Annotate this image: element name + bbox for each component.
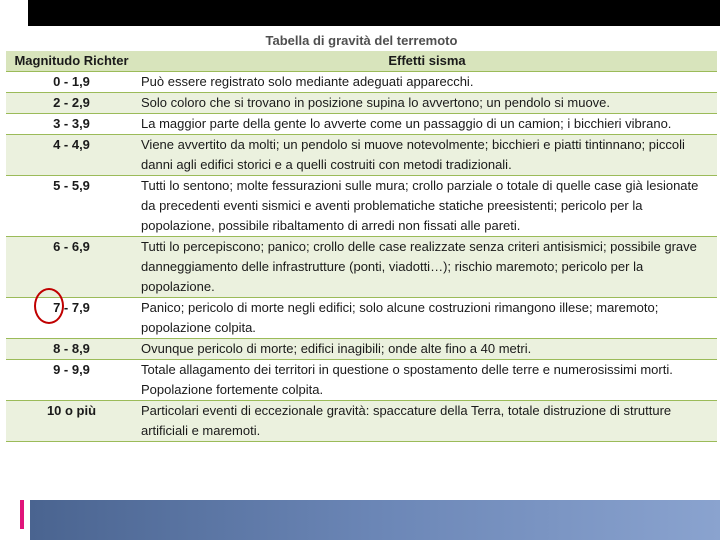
- table-title: Tabella di gravità del terremoto: [265, 33, 458, 48]
- effect-cell: Può essere registrato solo mediante adeguati apparecchi.: [136, 72, 717, 93]
- effect-cell: Totale allagamento dei territori in questione o spostamento delle terre e numerosissimi morti. Popolazione fortemente colpita.: [136, 360, 717, 401]
- table-row: [6, 339, 717, 360]
- table-row: [6, 72, 717, 93]
- magnitude-cell: 7 - 7,9: [6, 298, 136, 339]
- table-row: [6, 114, 717, 135]
- magnitude-cell: 6 - 6,9: [6, 237, 136, 298]
- magnitude-cell: 9 - 9,9: [6, 360, 136, 401]
- top-banner: [28, 0, 720, 26]
- magnitude-cell: 5 - 5,9: [6, 176, 136, 237]
- magnitude-cell: 3 - 3,9: [6, 114, 136, 135]
- effect-cell: Tutti lo percepiscono; panico; crollo delle case realizzate senza criteri antisismici; possibile grave danneggiamento delle infrastrutture (ponti, viadotti…); rischio maremoto; pericolo per la popolazione.: [136, 237, 717, 298]
- header-magnitude: Magnitudo Richter: [6, 51, 136, 72]
- table-row: [6, 176, 717, 237]
- footer-band: [30, 500, 720, 540]
- magnitude-cell: 8 - 8,9: [6, 339, 136, 360]
- table-row: [6, 401, 717, 442]
- accent-bar: [20, 500, 24, 529]
- magnitude-cell: 4 - 4,9: [6, 135, 136, 176]
- table-row: [6, 360, 717, 401]
- effect-cell: Solo coloro che si trovano in posizione supina lo avvertono; un pendolo si muove.: [136, 93, 717, 114]
- effect-cell: La maggior parte della gente lo avverte come un passaggio di un camion; i bicchieri vibrano.: [136, 114, 717, 135]
- magnitude-cell: 2 - 2,9: [6, 93, 136, 114]
- table-row: [6, 93, 717, 114]
- header-effects: Effetti sisma: [136, 51, 717, 72]
- effect-cell: Particolari eventi di eccezionale gravità: spaccature della Terra, totale distruzione di strutture artificiali e maremoti.: [136, 401, 717, 442]
- effect-cell: Viene avvertito da molti; un pendolo si muove notevolmente; bicchieri e piatti tintinnano; piccoli danni agli edifici storici e a quelli costruiti con metodi tradizionali.: [136, 135, 717, 176]
- earthquake-severity-table: [6, 51, 717, 442]
- magnitude-cell: 10 o più: [6, 401, 136, 442]
- magnitude-cell: 0 - 1,9: [6, 72, 136, 93]
- table-row: [6, 237, 717, 298]
- table-row: [6, 298, 717, 339]
- table-row: [6, 135, 717, 176]
- effect-cell: Panico; pericolo di morte negli edifici; solo alcune costruzioni rimangono illese; maremoto; popolazione colpita.: [136, 298, 717, 339]
- header-row: [6, 51, 717, 72]
- effect-cell: Tutti lo sentono; molte fessurazioni sulle mura; crollo parziale o totale di quelle case già lesionate da precedenti eventi sismici e aventi problematiche statiche preesistenti; pericolo per la popolazione, possibile ribaltamento di arredi non fissati alle pareti.: [136, 176, 717, 237]
- highlight-circle-annotation: [34, 288, 64, 324]
- effect-cell: Ovunque pericolo di morte; edifici inagibili; onde alte fino a 40 metri.: [136, 339, 717, 360]
